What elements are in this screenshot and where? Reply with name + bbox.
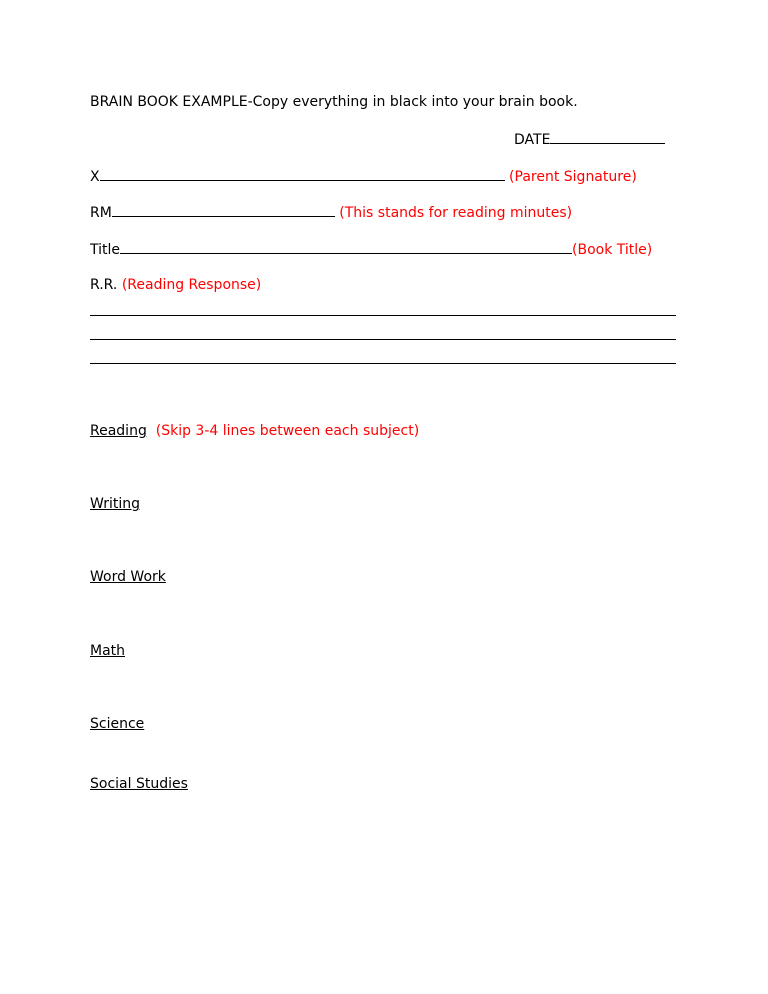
- subject-science: Science: [90, 716, 145, 732]
- title-text: BRAIN BOOK EXAMPLE-Copy everything in black into your brain book.: [90, 94, 578, 110]
- signature-note: (Parent Signature): [509, 169, 637, 185]
- reading-minutes-note: (This stands for reading minutes): [339, 205, 573, 221]
- date-label: DATE: [514, 132, 551, 148]
- reading-minutes-label: RM: [90, 205, 112, 221]
- date-blank: [550, 129, 665, 144]
- subject-word-work: Word Work: [90, 569, 166, 585]
- reading-response-note: (Reading Response): [121, 277, 262, 293]
- signature-label: X: [90, 169, 100, 185]
- reading-minutes-line: [90, 202, 572, 222]
- page-title: [90, 93, 578, 111]
- signature-blank: [100, 166, 505, 181]
- signature-line: [90, 166, 637, 186]
- subject-reading: Reading: [90, 423, 147, 439]
- subject-writing: Writing: [90, 496, 140, 512]
- response-rule-1: [90, 315, 676, 316]
- reading-response-line: [90, 276, 261, 294]
- book-title-line: [90, 239, 652, 259]
- date-line: [514, 129, 665, 149]
- book-title-note: (Book Title): [572, 242, 653, 258]
- subject-reading-note: (Skip 3-4 lines between each subject): [155, 423, 420, 439]
- reading-minutes-blank: [112, 202, 335, 217]
- reading-response-label: R.R.: [90, 277, 118, 293]
- subject-social-studies: Social Studies: [90, 776, 188, 792]
- response-rule-2: [90, 339, 676, 340]
- book-title-blank: [120, 239, 572, 254]
- subject-reading-line: [90, 422, 419, 440]
- book-title-label: Title: [90, 242, 121, 258]
- subject-math: Math: [90, 643, 126, 659]
- response-rule-3: [90, 363, 676, 364]
